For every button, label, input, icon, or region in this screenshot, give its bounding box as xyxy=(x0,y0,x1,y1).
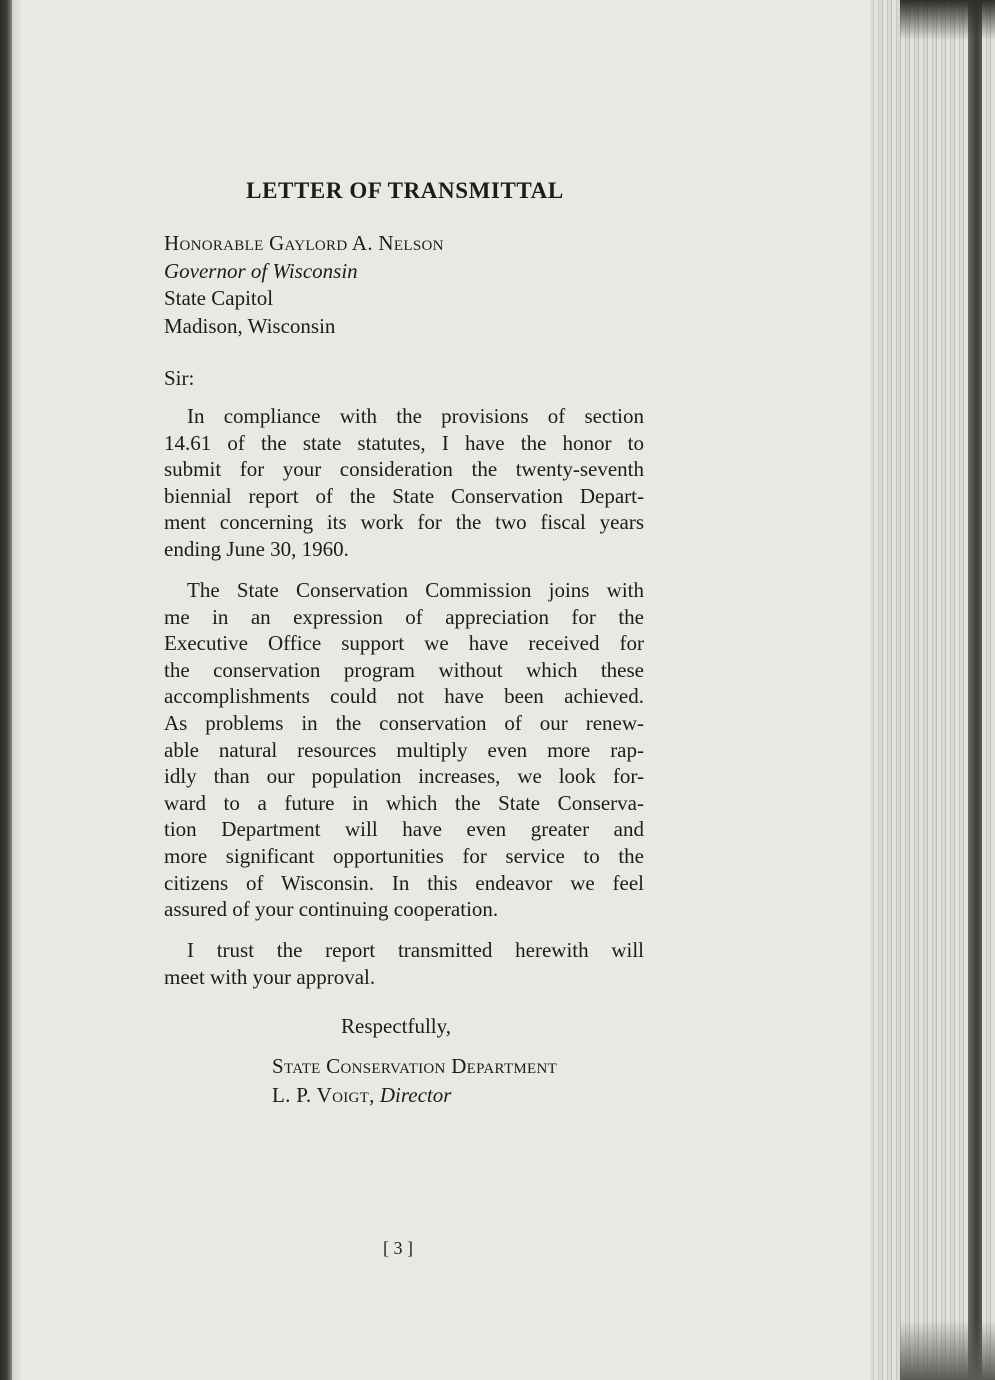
paragraph-line: assured of your continuing cooperation. xyxy=(164,897,499,922)
paragraph-line: ment concerning its work for the two fiscal years xyxy=(164,510,644,535)
recipient-city: Madison, Wisconsin xyxy=(164,313,336,338)
recipient-name: Honorable Gaylord A. Nelson xyxy=(164,231,444,255)
binding-shadow xyxy=(12,0,22,1380)
recipient-office: Governor of Wisconsin xyxy=(164,258,358,283)
signature-title: Director xyxy=(379,1083,452,1107)
paragraph-line: I trust the report transmitted herewith will xyxy=(187,938,644,962)
paragraph-line: meet with your approval. xyxy=(164,964,376,989)
paragraph-line: tion Department will have even greater and xyxy=(164,817,644,842)
paragraph-line: In compliance with the provisions of section xyxy=(187,404,644,428)
paragraph-line: biennial report of the State Conservation Depart- xyxy=(164,483,644,508)
signature-line xyxy=(272,1081,557,1110)
signature-block xyxy=(272,1052,557,1110)
signature-name: L. P. Voigt, xyxy=(272,1083,375,1107)
paragraph-line: Executive Office support we have received for xyxy=(164,631,644,656)
recipient-building: State Capitol xyxy=(164,286,274,310)
paragraph-line: me in an expression of appreciation for the xyxy=(164,604,644,629)
binding-spine xyxy=(0,0,12,1380)
book-cover-edge xyxy=(968,0,982,1380)
paragraph-line: As problems in the conservation of our renew- xyxy=(164,710,644,735)
page-title: LETTER OF TRANSMITTAL xyxy=(246,178,564,203)
paragraph-1 xyxy=(164,403,644,563)
recipient-address xyxy=(164,230,444,340)
page-edge-shadow-top xyxy=(900,0,995,40)
paragraph-line: able natural resources multiply even more rap- xyxy=(164,737,644,762)
paragraph-line: The State Conservation Commission joins with xyxy=(187,578,644,602)
page-edge-fade xyxy=(850,0,880,1380)
paragraph-line: 14.61 of the state statutes, I have the honor to xyxy=(164,430,644,455)
paragraph-3 xyxy=(164,937,644,990)
paragraph-line: idly than our population increases, we look for- xyxy=(164,764,644,789)
paragraph-line: more significant opportunities for service to the xyxy=(164,843,644,868)
paragraph-line: accomplishments could not have been achieved. xyxy=(164,684,644,709)
page-number: [ 3 ] xyxy=(383,1238,413,1258)
signature-organization: State Conservation Department xyxy=(272,1054,558,1078)
paragraph-line: ending June 30, 1960. xyxy=(164,536,349,561)
salutation: Sir: xyxy=(164,366,195,390)
page-edge-shadow-bottom xyxy=(900,1320,995,1380)
paragraph-2 xyxy=(164,577,644,923)
paragraph-line: ward to a future in which the State Conserva- xyxy=(164,790,644,815)
closing: Respectfully, xyxy=(341,1014,452,1038)
paragraph-line: the conservation program without which these xyxy=(164,657,644,682)
paragraph-line: submit for your consideration the twenty-seventh xyxy=(164,457,644,482)
paragraph-line: citizens of Wisconsin. In this endeavor we feel xyxy=(164,870,644,895)
